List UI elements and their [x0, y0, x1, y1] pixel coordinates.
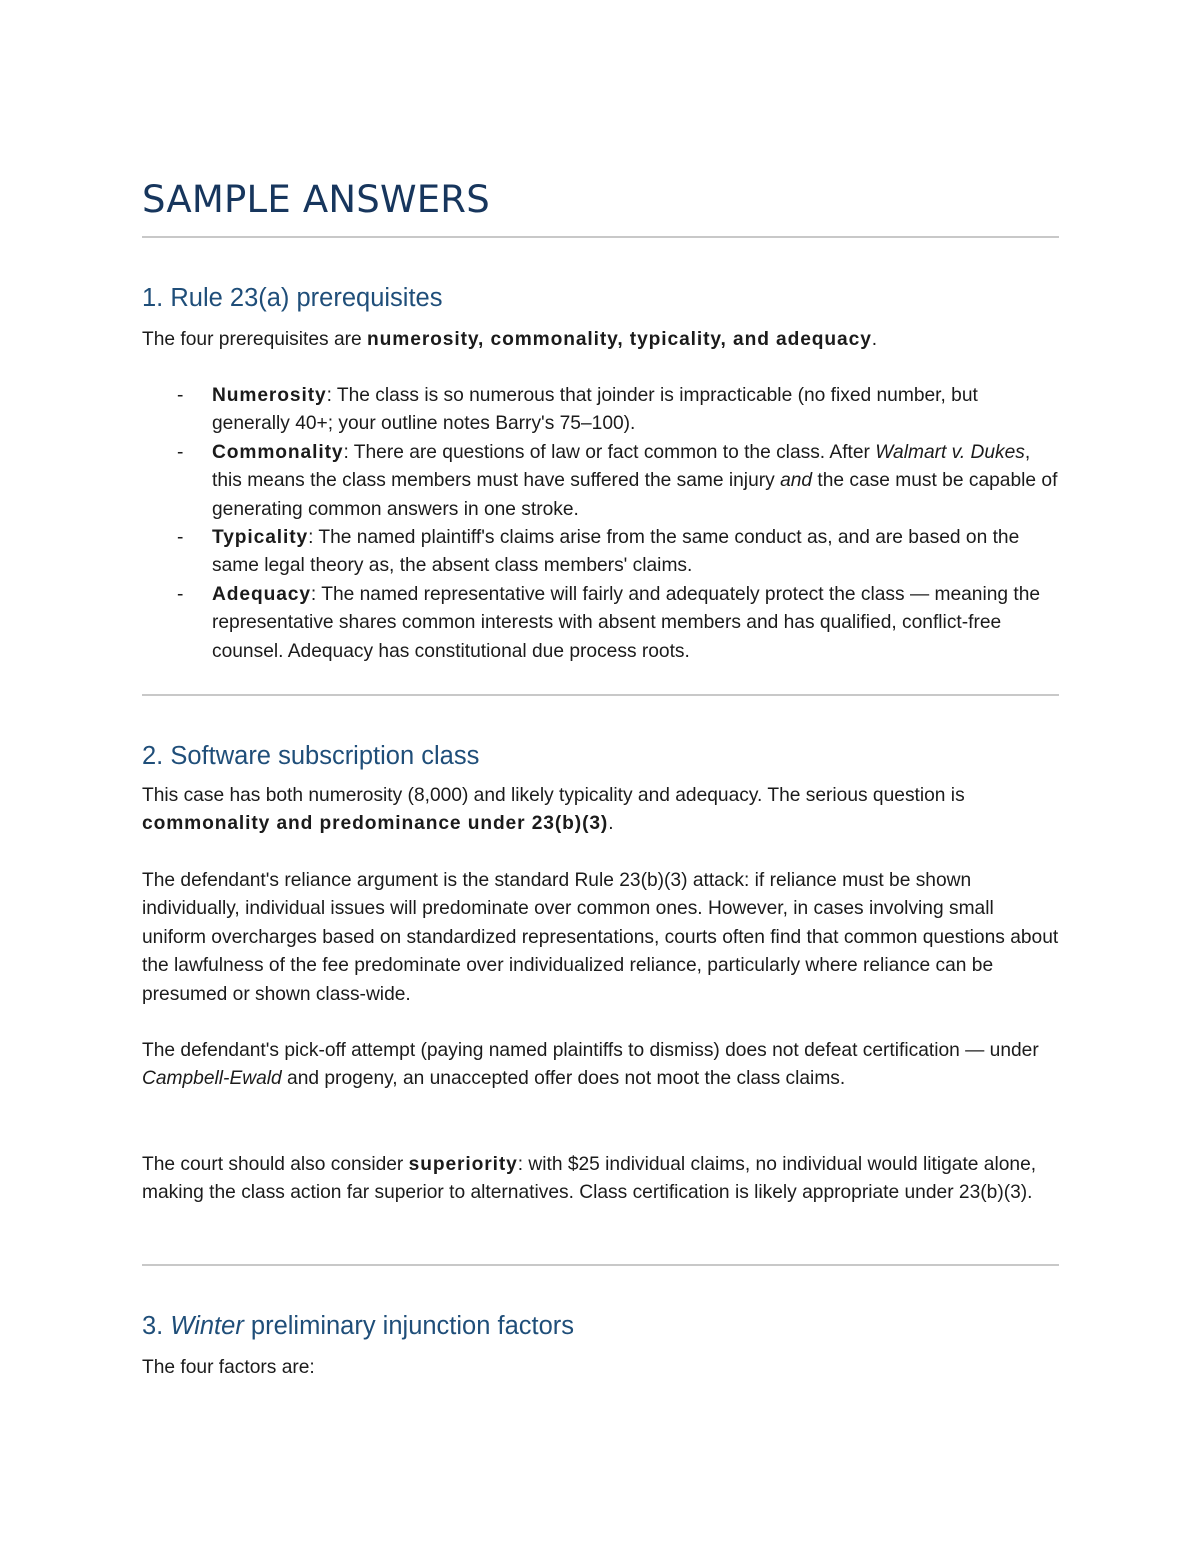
- section-2-paragraph-1: This case has both numerosity (8,000) and likely typicality and adequacy. The serious question is commonality and predominance under 23(b)(3).: [142, 785, 965, 835]
- section-2-divider: [142, 1264, 1059, 1266]
- section-3-intro: The four factors are:: [142, 1357, 315, 1378]
- list-item-commonality: - Commonality: There are questions of law or fact common to the class. After Walmart v. Dukes, this means the class members must have suffered the same injury and the case must be capable of generating common answers in one stroke.: [177, 441, 1058, 520]
- section-2-heading: 2. Software subscription class: [142, 742, 480, 770]
- title-divider: [142, 236, 1059, 238]
- section-2-paragraph-2: The defendant's reliance argument is the standard Rule 23(b)(3) attack: if reliance must be shown individually, individual issues will predominate over common ones. However, in cases involving small uniform overcharges based on standardized representations, courts often find that common questions about the lawfulness of the fee predominate over individualized reliance, particularly where reliance can be presumed or shown class-wide.: [142, 870, 1059, 1005]
- document-title: SAMPLE ANSWERS: [142, 178, 490, 221]
- list-item-numerosity: - Numerosity: The class is so numerous that joinder is impracticable (no fixed number, but generally 40+; your outline notes Barry's 75–100).: [177, 385, 978, 435]
- section-2-paragraph-4: The court should also consider superiority: with $25 individual claims, no individual would litigate alone, making the class action far superior to alternatives. Class certification is likely appropriate under 23(b)(3).: [142, 1154, 1037, 1204]
- prerequisites-list: [142, 382, 1059, 666]
- section-1-heading: 1. Rule 23(a) prerequisites: [142, 284, 443, 312]
- list-item-adequacy: - Adequacy: The named representative will fairly and adequately protect the class — meaning the representative shares common interests with absent members and has qualified, conflict-free counsel. Adequacy has constitutional due process roots.: [177, 583, 1041, 662]
- section-2-paragraph-3: The defendant's pick-off attempt (paying named plaintiffs to dismiss) does not defeat certification — under Campbell-Ewald and progeny, an unaccepted offer does not moot the class claims.: [142, 1040, 1039, 1090]
- section-1-divider: [142, 694, 1059, 696]
- list-item-typicality: - Typicality: The named plaintiff's claims arise from the same conduct as, and are based on the same legal theory as, the absent class members' claims.: [177, 527, 1020, 577]
- section-3-heading: 3. Winter preliminary injunction factors: [142, 1312, 575, 1340]
- section-1-intro: The four prerequisites are numerosity, commonality, typicality, and adequacy.: [142, 329, 878, 350]
